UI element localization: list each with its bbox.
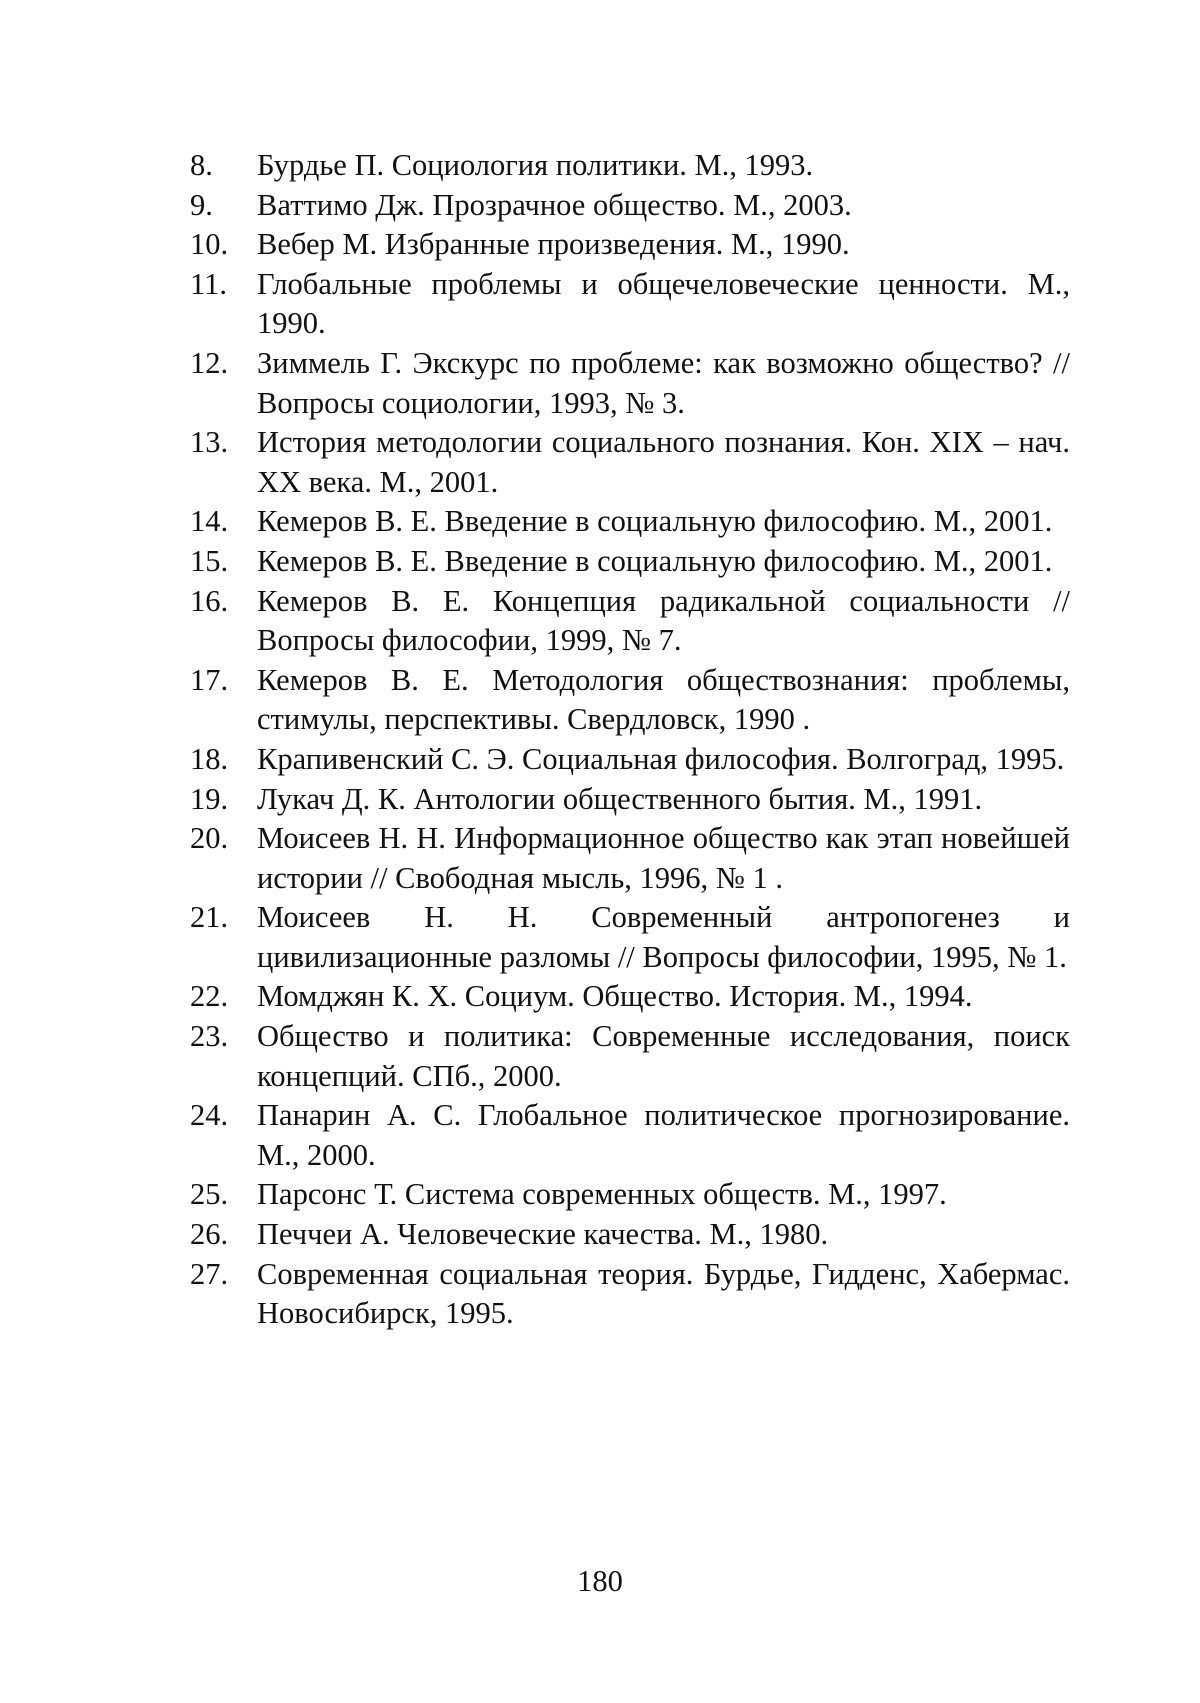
entry-number: 22. <box>190 979 229 1014</box>
bibliography-entry <box>190 661 1070 740</box>
entry-number: 25. <box>190 1177 229 1212</box>
entry-number: 11. <box>190 266 227 301</box>
entry-number: 16. <box>190 583 229 618</box>
bibliography-entry <box>190 423 1070 502</box>
entry-number: 24. <box>190 1098 229 1133</box>
entry-number: 18. <box>190 741 229 776</box>
entry-text: Кемеров В. Е. Введение в социальную философию. М., 2001. <box>257 543 1053 578</box>
entry-text: Вебер М. Избранные произведения. М., 1990. <box>257 227 850 262</box>
bibliography-entry <box>190 542 1070 582</box>
entry-text: Глобальные проблемы и общечеловеческие ценности. М., 1990. <box>257 266 1070 341</box>
bibliography-entry <box>190 1215 1070 1255</box>
entry-number: 20. <box>190 821 229 856</box>
bibliography-entry <box>190 186 1070 226</box>
bibliography-entry <box>190 898 1070 977</box>
page-number: 180 <box>577 1564 623 1598</box>
entry-number: 15. <box>190 543 229 578</box>
entry-number: 26. <box>190 1217 229 1252</box>
bibliography-entry <box>190 225 1070 265</box>
bibliography-entry <box>190 344 1070 423</box>
entry-text: Общество и политика: Современные исследования, поиск концепций. СПб., 2000. <box>257 1019 1070 1093</box>
entry-text: Печчеи А. Человеческие качества. М., 1980. <box>257 1217 829 1252</box>
entry-text: Кемеров В. Е. Введение в социальную философию. М., 2001. <box>257 504 1053 539</box>
bibliography-entry <box>190 740 1070 780</box>
entry-number: 17. <box>190 662 229 697</box>
entry-number: 19. <box>190 781 229 816</box>
entry-text: Бурдье П. Социология политики. М., 1993. <box>257 148 814 182</box>
entry-text: Лукач Д. К. Антологии общественного бытия. М., 1991. <box>257 781 983 816</box>
entry-text: Моисеев Н. Н. Современный антропогенез и цивилизационные разломы // Вопросы философии, 1995, № 1. <box>257 900 1070 974</box>
bibliography-entry <box>190 265 1070 344</box>
entry-number: 13. <box>190 425 229 460</box>
entry-number: 8. <box>190 148 213 182</box>
bibliography-entry <box>190 1017 1070 1096</box>
entry-text: Парсонс Т. Система современных обществ. М., 1997. <box>257 1177 947 1212</box>
entry-text: Кемеров В. Е. Методология обществознания: проблемы, стимулы, перспективы. Свердловск, 1990 . <box>257 662 1070 737</box>
bibliography-entry <box>190 977 1070 1017</box>
bibliography-entry <box>190 582 1070 661</box>
entry-text: Момджян К. Х. Социум. Общество. История. М., 1994. <box>257 979 973 1014</box>
entry-text: Моисеев Н. Н. Информационное общество как этап новейшей истории // Свободная мысль, 1996, № 1 . <box>257 821 1070 895</box>
entry-number: 9. <box>190 187 213 222</box>
entry-text: Современная социальная теория. Бурдье, Гидденс, Хабермас. Новосибирск, 1995. <box>257 1256 1070 1331</box>
entry-number: 23. <box>190 1019 229 1054</box>
entry-number: 14. <box>190 504 229 539</box>
entry-number: 12. <box>190 345 229 380</box>
bibliography-entry <box>190 780 1070 820</box>
bibliography-entry <box>190 146 1070 186</box>
entry-text: Ваттимо Дж. Прозрачное общество. М., 2003. <box>257 187 852 222</box>
entry-text: Панарин А. С. Глобальное политическое прогнозирование. М., 2000. <box>257 1098 1070 1172</box>
entry-text: Зиммель Г. Экскурс по проблеме: как возможно общество? // Вопросы социологии, 1993, № 3. <box>257 345 1070 420</box>
bibliography-entry <box>190 502 1070 542</box>
entry-number: 21. <box>190 900 229 935</box>
bibliography-entry <box>190 1096 1070 1175</box>
entry-text: История методологии социального познания. Кон. XIX – нач. XX века. М., 2001. <box>257 425 1070 499</box>
bibliography-entry <box>190 1175 1070 1215</box>
bibliography-list <box>190 146 1070 1334</box>
entry-number: 27. <box>190 1256 229 1291</box>
entry-text: Кемеров В. Е. Концепция радикальной социальности // Вопросы философии, 1999, № 7. <box>257 583 1070 658</box>
entry-text: Крапивенский С. Э. Социальная философия. Волгоград, 1995. <box>257 741 1065 776</box>
entry-number: 10. <box>190 227 229 262</box>
bibliography-entry <box>190 1255 1070 1334</box>
bibliography-entry <box>190 819 1070 898</box>
